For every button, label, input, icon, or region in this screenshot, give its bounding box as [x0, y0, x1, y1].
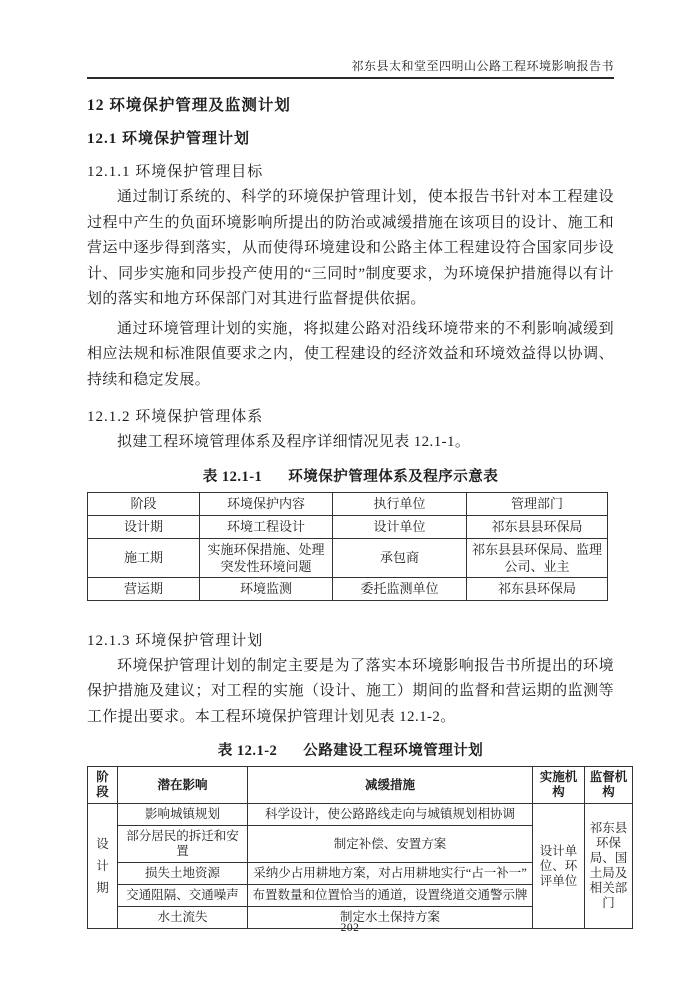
table1-header-executor: 执行单位 [333, 492, 467, 515]
table-header-row [88, 767, 633, 804]
table1-caption-title: 环境保护管理体系及程序示意表 [288, 468, 499, 485]
table-cell: 祁东县环保局 [467, 577, 608, 600]
table1-header-stage: 阶段 [88, 492, 200, 515]
table-cell: 制定补偿、安置方案 [248, 826, 533, 863]
table-cell: 布置数量和位置恰当的通道，设置绕道交通警示牌 [248, 885, 533, 907]
section-heading-12-1: 12.1 环境保护管理计划 [87, 131, 251, 147]
table2-caption [87, 739, 614, 760]
table2-header-measure: 减缓措施 [248, 767, 533, 804]
table-row [88, 515, 608, 538]
table-cell: 采纳少占用耕地方案，对占用耕地实行“占一补一” [248, 863, 533, 885]
table1-header-content: 环境保护内容 [200, 492, 333, 515]
table-cell: 损失土地资源 [118, 863, 248, 885]
table-cell: 交通阻隔、交通噪声 [118, 885, 248, 907]
implementing-org-cell: 设计单位、环评单位 [533, 804, 585, 929]
paragraph-goals-1: 通过制订系统的、科学的环境保护管理计划，使本报告书针对本工程建设过程中产生的负面环境影响所提出的防治或减缓措施在该项目的设计、施工和营运中逐步得到落实，从而使得环境建设和公路主体工程建设符合国家同步设计、同步实施和同步投产使用的“三同时”制度要求，为环境保护措施得以有计划的落实和地方环保部门对其进行监督提供依据。 [87, 189, 614, 307]
supervising-org-cell: 祁东县环保局、国土局及相关部门 [585, 804, 633, 929]
chapter-heading: 12 环境保护管理及监测计划 [87, 97, 291, 114]
table-cell: 部分居民的拆迁和安置 [118, 826, 248, 863]
table1-caption-label: 表 12.1-1 [202, 468, 263, 485]
table-environment-management-plan [87, 766, 633, 929]
table-cell: 科学设计，使公路路线走向与城镇规划相协调 [248, 804, 533, 826]
table-row [88, 538, 608, 577]
table-cell: 影响城镇规划 [118, 804, 248, 826]
table-row [88, 577, 608, 600]
paragraph-goals-2: 通过环境管理计划的实施，将拟建公路对沿线环境带来的不利影响减缓到相应法规和标准限值要求之内，使工程建设的经济效益和环境效益得以协调、持续和稳定发展。 [87, 320, 614, 388]
paragraph-system-ref: 拟建工程环境管理体系及程序详细情况见表 12.1-1。 [117, 434, 471, 450]
table2-caption-title: 公路建设工程环境管理计划 [303, 743, 484, 759]
table-cell: 水土流失 [118, 907, 248, 929]
report-title: 祁东县太和堂至四明山公路工程环境影响报告书 [351, 59, 614, 73]
table-cell: 营运期 [88, 577, 200, 600]
table-cell: 施工期 [88, 538, 200, 577]
table1-header-department: 管理部门 [467, 492, 608, 515]
table-management-system [87, 492, 608, 601]
table-cell: 环境监测 [200, 577, 333, 600]
table-cell: 设计期 [88, 515, 200, 538]
subsection-heading-12-1-1: 12.1.1 环境保护管理目标 [87, 164, 264, 180]
table2-header-implementer: 实施机构 [533, 767, 585, 804]
table-cell: 设计单位 [333, 515, 467, 538]
table-cell: 祁东县县环保局、监理公司、业主 [467, 538, 608, 577]
table-header-row [88, 492, 608, 515]
table2-header-supervisor: 监督机构 [585, 767, 633, 804]
table-cell: 实施环保措施、处理突发性环境问题 [200, 538, 333, 577]
table2-header-stage: 阶段 [88, 767, 118, 804]
table2-header-impact: 潜在影响 [118, 767, 248, 804]
subsection-heading-12-1-2: 12.1.2 环境保护管理体系 [87, 409, 264, 425]
subsection-heading-12-1-3: 12.1.3 环境保护管理计划 [87, 632, 264, 649]
paragraph-plan: 环境保护管理计划的制定主要是为了落实本环境影响报告书所提出的环境保护措施及建议；对工程的实施（设计、施工）期间的监督和营运期的监测等工作提出要求。本工程环境保护管理计划见表 12.1-2。 [87, 657, 614, 725]
table-cell: 承包商 [333, 538, 467, 577]
table-cell: 制定水土保持方案 [248, 907, 533, 929]
table-cell: 委托监测单位 [333, 577, 467, 600]
table-cell: 祁东县县环保局 [467, 515, 608, 538]
running-header [87, 0, 614, 79]
table-row [88, 804, 633, 826]
table1-caption [87, 465, 614, 486]
table2-caption-label: 表 12.1-2 [217, 743, 278, 759]
stage-cell-design-period: 设计期 [88, 804, 118, 929]
page-number: 202 [340, 922, 360, 934]
table-cell: 环境工程设计 [200, 515, 333, 538]
